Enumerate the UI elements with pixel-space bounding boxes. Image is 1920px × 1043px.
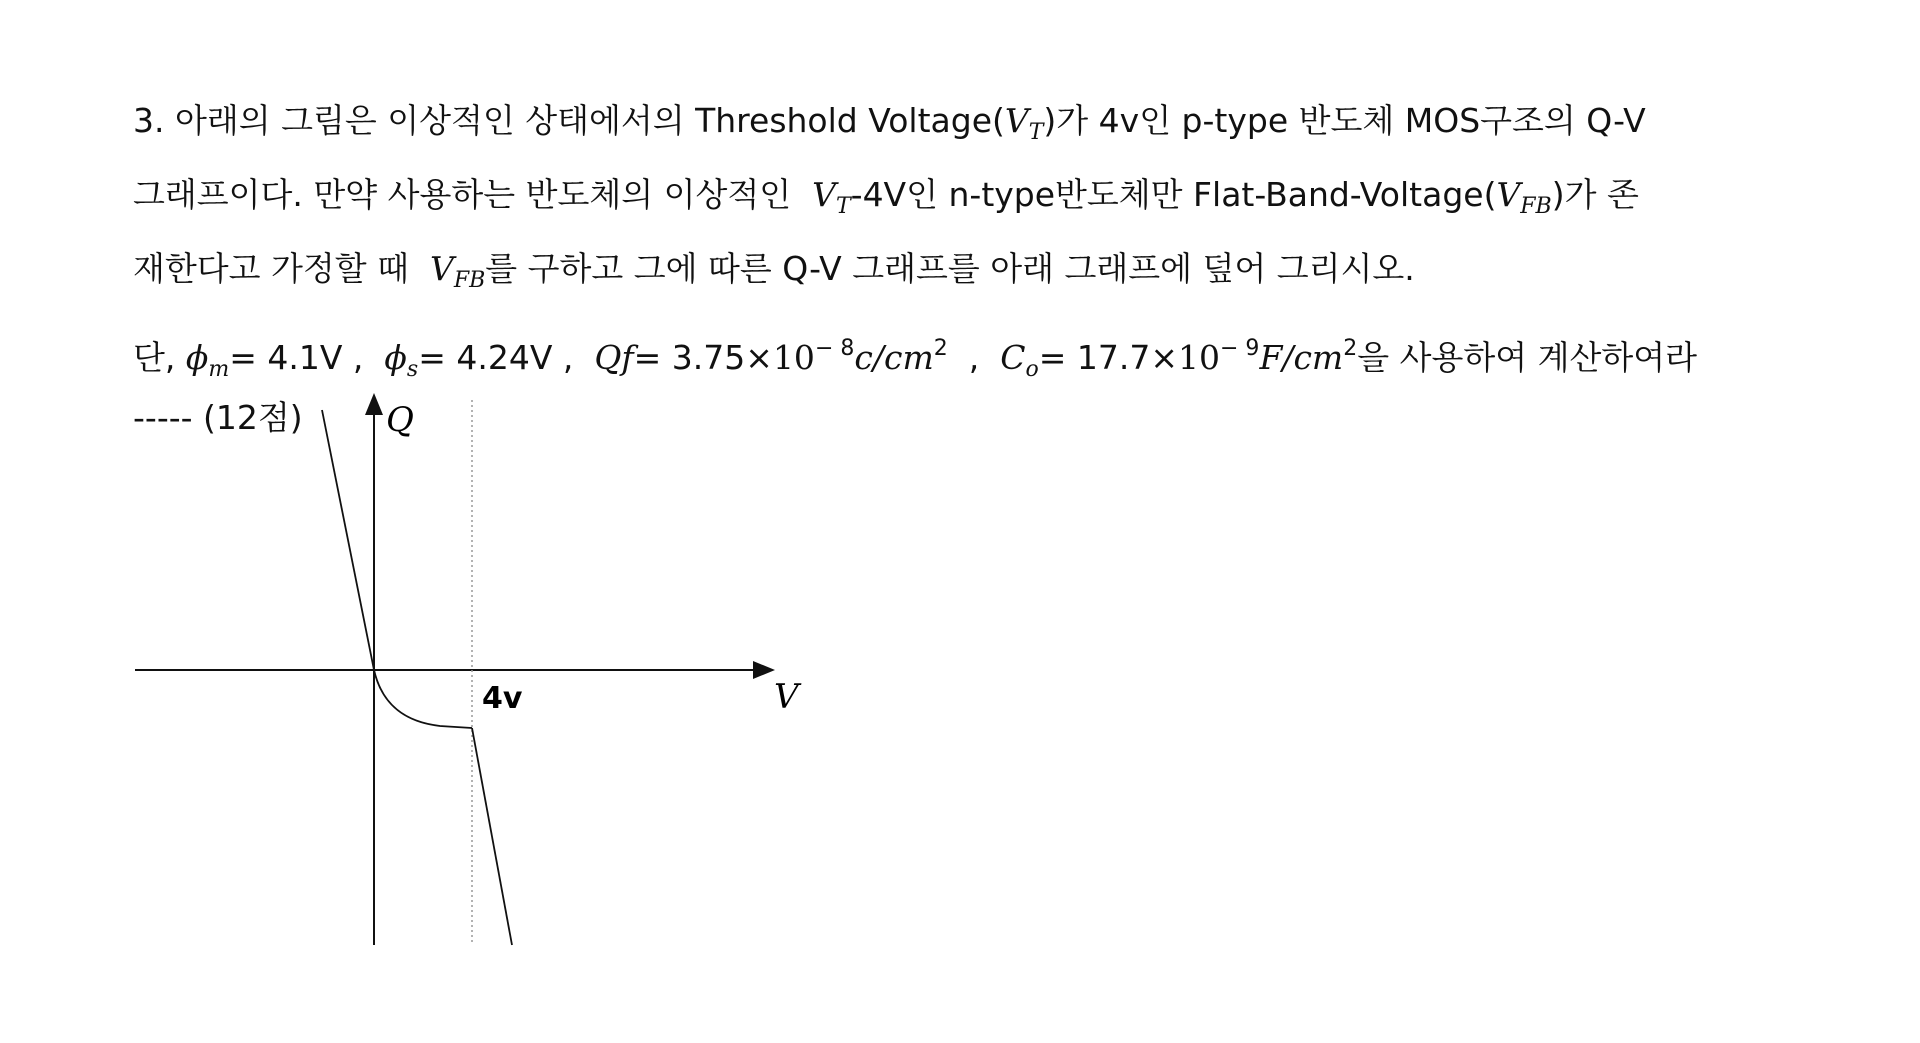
q-axis-arrow	[365, 393, 383, 415]
v-axis-arrow	[753, 661, 775, 679]
inversion-curve	[472, 728, 512, 945]
q-axis-label: Q	[386, 400, 414, 440]
depletion-curve	[374, 670, 472, 728]
problem-line-2	[133, 164, 1813, 238]
phi-s-symbol: ϕ	[384, 338, 407, 377]
threshold-tick-label: 4v	[482, 681, 523, 716]
v-axis-label: V	[774, 677, 799, 717]
line4-text: 단, $\phi_m= 4.1V$ , $\phi_s= 4.24V$ , $Qf= 3.75\times 10^{- 8}c/cm^2$ , $C_o= 17.7\times 10^{- 9}F/cm^2$을 사용하여 계산하여라	[133, 336, 1697, 382]
times-co: ×	[1150, 338, 1178, 377]
score-label: ----- (12점)	[133, 398, 303, 437]
line2-text: 그래프이다. 만약 사용하는 반도체의 이상적인 $V_T-4V$인 n-type반도체만 Flat-$Band-Voltage(V_{FB})$가 존	[133, 175, 1639, 219]
line3-text: 재한다고 가정할 때 $V_{FB}$를 구하고 그에 따른 Q-V 그래프를 아래 그래프에 덮어 그리시오.	[133, 249, 1415, 293]
accumulation-curve	[322, 410, 374, 670]
line1-text: 3. 아래의 그림은 이상적인 상태에서의 Threshold $Voltage(V_T)$가 4v인 p-type 반도체 MOS구조의 Q-V	[133, 101, 1646, 145]
problem-line-3	[133, 238, 1813, 312]
problem-line-1	[133, 90, 1813, 164]
qv-graph	[130, 385, 810, 955]
